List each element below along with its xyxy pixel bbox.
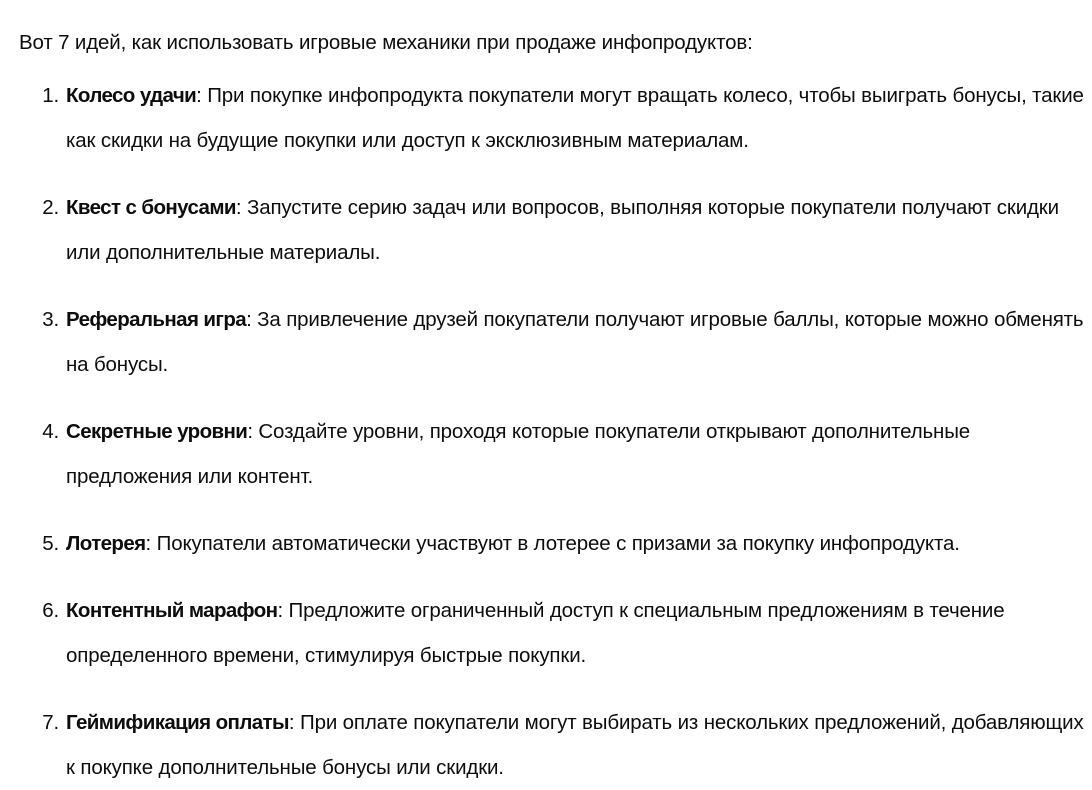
idea-text: Запустите серию задач или вопросов, выполняя которые покупатели получают скидки или дополнительные материалы.	[66, 196, 1059, 264]
list-number: 5.	[42, 532, 59, 555]
list-number: 1.	[42, 84, 59, 107]
idea-body	[66, 588, 1092, 678]
idea-separator: :	[196, 84, 202, 107]
idea-text: Предложите ограниченный доступ к специальным предложениям в течение определенного времени, стимулируя быстрые покупки.	[66, 599, 1005, 667]
idea-item-7	[19, 700, 1092, 790]
idea-separator: :	[247, 420, 253, 443]
idea-item-3	[19, 297, 1092, 387]
idea-body	[66, 521, 1092, 566]
idea-text: При оплате покупатели могут выбирать из нескольких предложений, добавляющих к покупке дополнительные бонусы или скидки.	[66, 711, 1084, 779]
ideas-list	[19, 73, 1092, 790]
idea-title: Лотерея	[66, 532, 146, 555]
list-number: 6.	[42, 599, 59, 622]
idea-item-4	[19, 409, 1092, 499]
idea-title: Реферальная игра	[66, 308, 247, 331]
idea-body	[66, 700, 1092, 790]
idea-item-6	[19, 588, 1092, 678]
idea-item-1	[19, 73, 1092, 163]
idea-text: За привлечение друзей покупатели получают игровые баллы, которые можно обменять на бонусы.	[66, 308, 1084, 376]
idea-text: Покупатели автоматически участвуют в лотерее с призами за покупку инфопродукта.	[151, 532, 960, 555]
idea-separator: :	[235, 196, 242, 219]
idea-title: Секретные уровни	[66, 420, 248, 443]
idea-separator: :	[145, 532, 152, 555]
idea-separator: :	[246, 308, 252, 331]
idea-body	[66, 297, 1092, 387]
idea-separator: :	[277, 599, 284, 622]
idea-item-5	[19, 521, 1092, 566]
idea-text: При покупке инфопродукта покупатели могут вращать колесо, чтобы выиграть бонусы, такие как скидки на будущие покупки или доступ к эксклюзивным материалам.	[66, 84, 1084, 152]
idea-body	[66, 409, 1092, 499]
idea-separator: :	[288, 711, 295, 734]
list-number: 2.	[42, 196, 59, 219]
idea-text: Создайте уровни, проходя которые покупатели открывают дополнительные предложения или контент.	[66, 420, 971, 488]
list-number: 3.	[42, 308, 59, 331]
idea-body	[66, 73, 1092, 163]
idea-item-2	[19, 185, 1092, 275]
list-number: 7.	[42, 711, 59, 734]
list-number: 4.	[42, 420, 59, 443]
idea-body	[66, 185, 1092, 275]
intro-paragraph: Вот 7 идей, как использовать игровые механики при продаже инфопродуктов:	[19, 31, 753, 54]
idea-title: Квест с бонусами	[66, 196, 236, 219]
idea-title: Геймификация оплаты	[66, 711, 289, 734]
idea-title: Колесо удачи	[66, 84, 197, 107]
idea-title: Контентный марафон	[66, 599, 278, 622]
